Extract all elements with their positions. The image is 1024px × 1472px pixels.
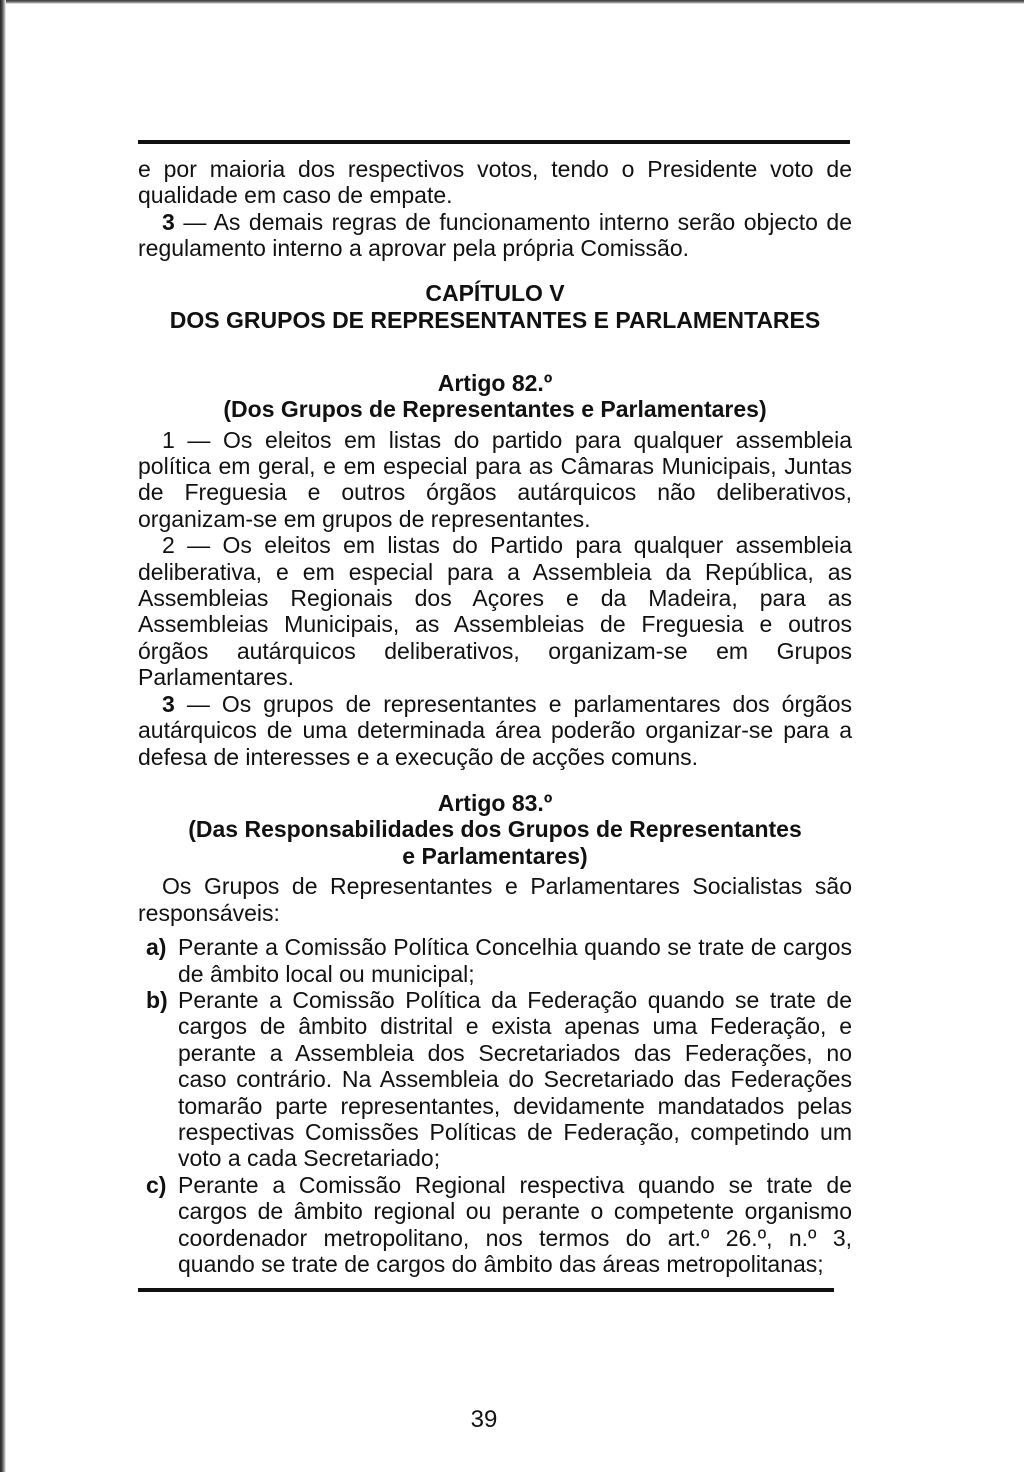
paragraph-number: 2 [162, 532, 175, 559]
paragraph-text: — Os eleitos em listas do Partido para qualquer assembleia deliberativa, e em especial para a Assembleia da República, as Assembleias Regionais dos Açores e da Madeira, para as Assembleias Municipais, as Assembleias de Freguesia e outros órgãos autárquicos deliberativos, organizam-se em Grupos Parlamentares. [138, 532, 852, 691]
paragraph-text: — Os eleitos em listas do partido para qualquer assembleia política em geral, e em especial para as Câmaras Municipais, Juntas de Freguesia e outros órgãos autárquicos não deliberativos, organizam-se em grupos de representantes. [138, 426, 852, 532]
paragraph-text: — As demais regras de funcionamento interno serão objecto de regulamento interno a aprovar pela própria Comissão. [138, 208, 852, 262]
list-item [138, 1172, 852, 1278]
intro-paragraph-2 [138, 209, 852, 262]
article-82-paragraph-2 [138, 532, 852, 690]
paragraph-number: 3 [162, 690, 175, 717]
scan-edge-top [0, 0, 1024, 4]
bottom-rule [138, 1288, 834, 1292]
article-number: Artigo 82.º [437, 369, 553, 396]
article-title: (Dos Grupos de Representantes e Parlamentares) [223, 396, 767, 423]
article-title-line-2: e Parlamentares) [402, 842, 588, 869]
article-82-paragraph-1 [138, 427, 852, 533]
list-item [138, 987, 852, 1172]
list-marker: b) [146, 987, 168, 1014]
chapter-heading [138, 280, 852, 334]
list-marker: a) [146, 934, 167, 961]
article-title-line-1: (Das Responsabilidades dos Grupos de Representantes [188, 816, 802, 843]
document-page [138, 140, 852, 1292]
list-item-text: Perante a Comissão Política Concelhia quando se trate de cargos de âmbito local ou municipal; [178, 934, 852, 987]
article-83-intro: Os Grupos de Representantes e Parlamentares Socialistas são responsáveis: [138, 873, 852, 926]
list-item [138, 934, 852, 987]
responsibility-list [138, 934, 852, 1277]
intro-paragraph-1: e por maioria dos respectivos votos, tendo o Presidente voto de qualidade em caso de empate. [138, 156, 852, 209]
paragraph-number: 1 [162, 426, 175, 453]
article-82-heading [138, 370, 852, 423]
list-item-text: Perante a Comissão Regional respectiva quando se trate de cargos de âmbito regional ou perante o competente organismo coordenador metropolitano, nos termos do art.º 26.º, n.º 3, quando se trate de cargos do âmbito das áreas metropolitanas; [178, 1171, 852, 1278]
list-marker: c) [146, 1171, 167, 1198]
top-rule [138, 140, 850, 144]
page-number: 39 [470, 1406, 498, 1433]
scan-edge-left [0, 0, 6, 1472]
paragraph-text: — Os grupos de representantes e parlamentares dos órgãos autárquicos de uma determinada área poderão organizar-se para a defesa de interesses e a execução de acções comuns. [138, 690, 852, 770]
article-number: Artigo 83.º [437, 789, 553, 816]
article-83-heading [138, 790, 852, 870]
chapter-number: CAPÍTULO V [425, 279, 565, 306]
article-82-paragraph-3 [138, 691, 852, 770]
paragraph-number: 3 [162, 208, 175, 235]
chapter-title: DOS GRUPOS DE REPRESENTANTES E PARLAMENTARES [169, 306, 821, 333]
list-item-text: Perante a Comissão Política da Federação quando se trate de cargos de âmbito distrital e exista apenas uma Federação, e perante a Assembleia dos Secretariados das Federações, no caso contrário. Na Assembleia do Secretariado das Federações tomarão parte representantes, devidamente mandatados pelas respectivas Comissões Políticas de Federação, competindo um voto a cada Secretariado; [178, 987, 852, 1172]
